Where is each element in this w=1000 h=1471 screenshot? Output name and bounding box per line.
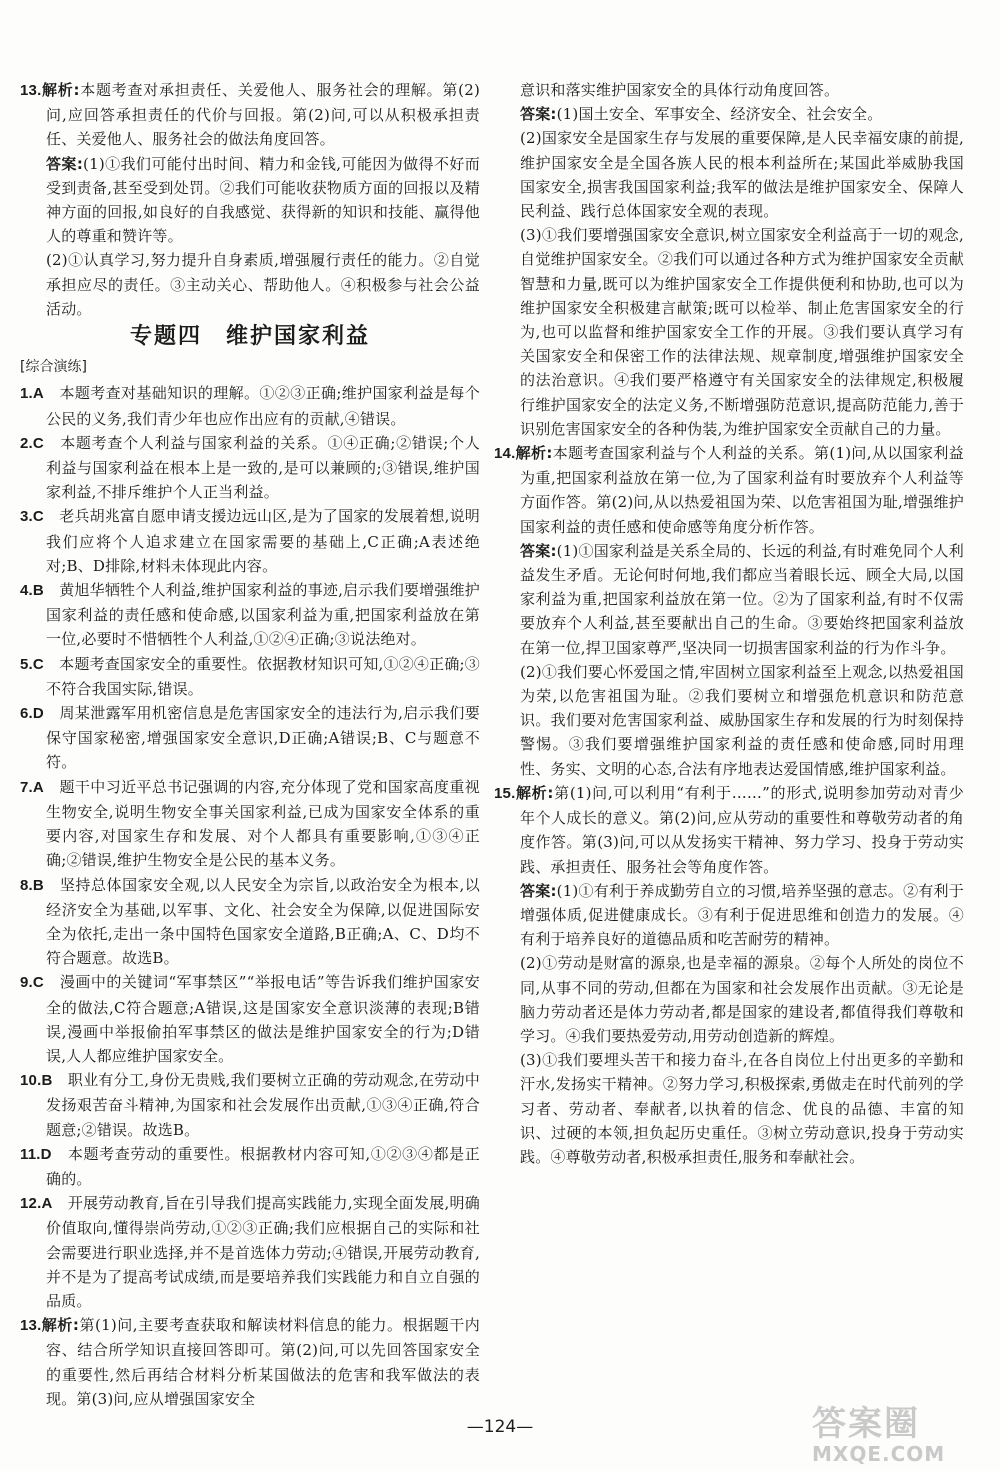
list-item: 5.C 本题考查国家安全的重要性。依据教材知识可知,①②④正确;③不符合我国实际,错误。 <box>20 654 481 698</box>
left-column <box>20 78 480 1411</box>
list-item: 6.D 周某泄露军用机密信息是危害国家安全的违法行为,启示我们要保守国家秘密,增强国家安全意识,D正确;A错误;B、C与题意不符。 <box>20 704 480 772</box>
list-item: 12.A 开展劳动教育,旨在引导我们提高实践能力,实现全面发展,明确价值取向,懂得崇尚劳动,①②③正确;我们应根据自己的实际和社会需要进行职业选择,并不是首选体力劳动;④错误,开展劳动教育,并不是为了提高考试成绩,而是要培养我们实践能力和自立自强的品质。 <box>20 1194 481 1310</box>
q13b-answer-2: (2)国家安全是国家生存与发展的重要保障,是人民幸福安康的前提,维护国家安全是全国各族人民的根本利益所在;某国此举威胁我国国家安全,损害我国国家利益;我军的做法是维护国家安全、保障人民利益、践行总体国家安全观的表现。 <box>520 129 964 221</box>
list-item: 7.A 题干中习近平总书记强调的内容,充分体现了党和国家高度重视生物安全,说明生物安全事关国家利益,已成为国家安全体系的重要内容,对国家生存和发展、对个人都具有重要影响,①③④正确;②错误,维护生物安全是公民的基本义务。 <box>20 777 480 870</box>
q15-answer-3: (3)①我们要埋头苦干和接力奋斗,在各自岗位上付出更多的辛勤和汗水,发扬实干精神。②努力学习,积极探索,勇做走在时代前列的学习者、劳动者、奉献者,以执着的信念、优良的品德、丰富的知识、过硬的本领,担负起历史重任。③树立劳动意识,投身于劳动实践。④尊敬劳动者,积极承担责任,服务和奉献社会。 <box>520 1051 964 1166</box>
watermark-logo <box>812 1405 984 1465</box>
q13b-continued: 意识和落实维护国家安全的具体行动角度回答。 <box>520 81 840 99</box>
subheading: [综合演练] <box>20 359 87 376</box>
q13-analysis: 13.解析:本题考查对承担责任、关爱他人、服务社会的理解。第(2)问,应回答承担责任的代价与回报。第(2)问,可以从积极承担责任、关爱他人、服务社会的做法角度回答。 <box>20 81 480 149</box>
list-item: 9.C 漫画中的关键词“军事禁区”“举报电话”等告诉我们维护国家安全的做法,C符合题意;A错误,这是国家安全意识淡薄的表现;B错误,漫画中举报偷拍军事禁区的做法是维护国家安全的行为;D错误,人人都应维护国家安全。 <box>20 973 481 1065</box>
q14-answer-2: (2)①我们要心怀爱国之情,牢固树立国家利益至上观念,以热爱祖国为荣,以危害祖国为耻。②我们要树立和增强危机意识和防范意识。我们要对危害国家利益、威胁国家生存和发展的行为时刻保持警惕。③我们要增强维护国家利益的责任感和使命感,同时用理性、务实、文明的心态,合法有序地表达爱国情感,维护国家利益。 <box>520 662 964 778</box>
page-number: —124— <box>466 1417 534 1437</box>
section-title: 专题四 维护国家利益 <box>129 324 370 350</box>
list-item: 4.B 黄旭华牺牲个人利益,维护国家利益的事迹,启示我们要增强维护国家利益的责任感和使命感,以国家利益为重,把国家利益放在第一位,必要时不惜牺牲个人利益,①②④正确;③说法绝对。 <box>20 581 480 649</box>
list-item: 1.A 本题考查对基础知识的理解。①②③正确;维护国家利益是每个公民的义务,我们青少年也应作出应有的贡献,④错误。 <box>20 384 480 428</box>
q14-analysis: 14.解析:本题考查国家利益与个人利益的关系。第(1)问,从以国家利益为重,把国家利益放在第一位,为了国家利益有时要放弃个人利益等方面作答。第(2)问,从以热爱祖国为荣、以危害祖国为耻,增强维护国家利益的责任感和使命感等角度分析作答。 <box>494 444 964 536</box>
right-column <box>494 78 964 1169</box>
list-item: 11.D 本题考查劳动的重要性。根据教材内容可知,①②③④都是正确的。 <box>20 1144 481 1188</box>
q15-answer: 答案:(1)①有利于养成勤劳自立的习惯,培养坚强的意志。②有利于增强体质,促进健康成长。③有利于促进思维和创造力的发展。④有利于培养良好的道德品质和吃苦耐劳的精神。 <box>520 881 964 949</box>
list-item: 2.C 本题考查个人利益与国家利益的关系。①④正确;②错误;个人利益与国家利益在根本上是一致的,是可以兼顾的;③错误,维护国家利益,不排斥维护个人正当利益。 <box>20 433 480 502</box>
watermark-top: 答案圈 <box>812 1404 920 1444</box>
list-item: 8.B 坚持总体国家安全观,以人民安全为宗旨,以政治安全为根本,以经济安全为基础,以军事、文化、社会安全为保障,以促进国际安全为依托,走出一条中国特色国家安全道路,B正确;A、C、D均不符合题意。故选B。 <box>20 875 481 968</box>
q13-answer-2: (2)①认真学习,努力提升自身素质,增强履行责任的能力。②自觉承担应尽的责任。③主动关心、帮助他人。④积极参与社会公益活动。 <box>46 251 480 318</box>
q15-answer-2: (2)①劳动是财富的源泉,也是幸福的源泉。②每个人所处的岗位不同,从事不同的劳动,但都在为国家和社会发展作出贡献。③无论是脑力劳动者还是体力劳动者,都是国家的建设者,都值得我们尊敬和学习。④我们要热爱劳动,用劳动创造新的辉煌。 <box>520 954 964 1045</box>
list-item: 3.C 老兵胡兆富自愿申请支援边远山区,是为了国家的发展着想,说明我们应将个人追求建立在国家需要的基础上,C正确;A表述绝对;B、D排除,材料未体现此内容。 <box>20 507 480 575</box>
q13b-analysis: 13.解析:第(1)问,主要考查获取和解读材料信息的能力。根据题干内容、结合所学知识直接回答即可。第(2)问,可以先回答国家安全的重要性,然后再结合材料分析某国做法的危害和我军做法的表现。第(3)问,应从增强国家安全 <box>20 1316 480 1408</box>
q13b-answer: 答案:(1)国土安全、军事安全、经济安全、社会安全。 <box>520 105 883 124</box>
watermark-bottom: MXQE.COM <box>812 1442 946 1466</box>
list-item: 10.B 职业有分工,身份无贵贱,我们要树立正确的劳动观念,在劳动中发扬艰苦奋斗精神,为国家和社会发展作出贡献,①③④正确,符合题意;②错误。故选B。 <box>20 1071 481 1139</box>
q13b-answer-3: (3)①我们要增强国家安全意识,树立国家安全利益高于一切的观念,自觉维护国家安全。②我们可以通过各种方式为维护国家安全贡献智慧和力量,既可以为维护国家安全工作提供便利和协助,也可以为维护国家安全积极建言献策;既可以检举、制止危害国家安全的行为,也可以监督和维护国家安全工作的开展。③我们要认真学习有关国家安全和保密工作的法律法规、规章制度,增强维护国家安全的法治意识。④我们要严格遵守有关国家安全的法律规定,积极履行维护国家安全的法定义务,不断增强防范意识,提高防范能力,善于识别危害国家安全的各种伪装,为维护国家安全贡献自己的力量。 <box>520 226 964 438</box>
q15-analysis: 15.解析:第(1)问,可以利用“有利于……”的形式,说明参加劳动对青少年个人成长的意义。第(2)问,应从劳动的重要性和尊敬劳动者的角度作答。第(3)问,可以从发扬实干精神、努力学习、投身于劳动实践、承担责任、服务社会等角度作答。 <box>494 783 964 876</box>
q14-answer: 答案:(1)①国家利益是关系全局的、长远的利益,有时难免同个人利益发生矛盾。无论何时何地,我们都应当着眼长远、顾全大局,以国家利益为重,把国家利益放在第一位。②为了国家利益,有时不仅需要放弃个人利益,甚至要献出自己的生命。③要始终把国家利益放在第一位,捍卫国家尊严,坚决同一切损害国家利益的行为作斗争。 <box>520 541 964 657</box>
q13-answer: 答案:(1)①我们可能付出时间、精力和金钱,可能因为做得不好而受到责备,甚至受到处罚。②我们可能收获物质方面的回报以及精神方面的回报,如良好的自我感觉、获得新的知识和技能、赢得他人的尊重和赞许等。 <box>46 154 480 246</box>
